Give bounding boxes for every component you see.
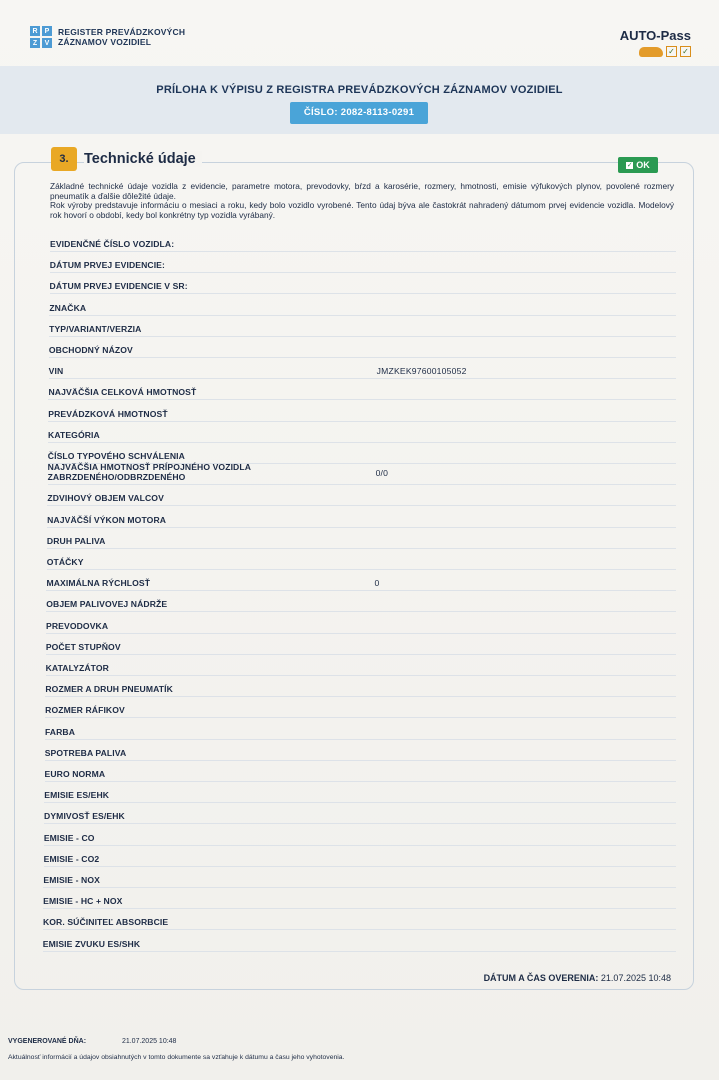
logo-letter: V bbox=[42, 38, 52, 48]
table-row bbox=[43, 931, 676, 952]
autopass-logo bbox=[620, 28, 691, 57]
row-value: 0/0 bbox=[375, 468, 389, 479]
row-label: OBCHODNÝ NÁZOV bbox=[48, 345, 133, 355]
row-value: JMZKEK97600105052 bbox=[376, 366, 467, 377]
row-label: VIN bbox=[48, 366, 64, 377]
intro-paragraph: Rok výroby predstavuje informáciu o mesiaci a roku, kedy bolo vozidlo vyrobené. Tento údaj býva ale častokrát nahradený dátumom prvej evidencie vozidla. Modelový rok hovorí o období, kedy bol konkrétny typ vozidla vyrábaný. bbox=[50, 200, 674, 220]
table-row bbox=[43, 867, 676, 888]
verification-line bbox=[484, 973, 671, 983]
row-label: MAXIMÁLNA RÝCHLOSŤ bbox=[46, 578, 151, 589]
row-label: KATALYZÁTOR bbox=[45, 663, 109, 673]
row-label: EVIDENČNÉ ČÍSLO VOZIDLA: bbox=[50, 239, 175, 249]
table-row bbox=[48, 401, 676, 422]
row-label: EMISIE - HC + NOX bbox=[43, 896, 123, 907]
table-row bbox=[50, 252, 676, 273]
row-label: ROZMER RÁFIKOV bbox=[45, 705, 125, 716]
row-label: KATEGÓRIA bbox=[48, 429, 100, 440]
row-value: 0 bbox=[374, 578, 380, 589]
row-label: DÁTUM PRVEJ EVIDENCIE: bbox=[49, 260, 165, 271]
row-label: DYMIVOSŤ ES/EHK bbox=[44, 811, 125, 822]
row-label: NAJVÄČŠIA CELKOVÁ HMOTNOSŤ bbox=[48, 387, 197, 398]
checkbox-icon: ✓ bbox=[666, 46, 677, 57]
table-row bbox=[46, 570, 676, 591]
table-row bbox=[46, 634, 676, 655]
table-row bbox=[50, 273, 676, 294]
row-label: TYP/VARIANT/VERZIA bbox=[49, 323, 142, 334]
row-label: NAJVÄČŠIA HMOTNOSŤ PRÍPOJNÉHO VOZIDLA ZABRZDENÉHO/ODBRZDENÉHO bbox=[47, 462, 251, 482]
table-row bbox=[45, 676, 676, 697]
table-row bbox=[50, 231, 676, 252]
table-row bbox=[48, 422, 676, 443]
verification-label: DÁTUM A ČAS OVERENIA: bbox=[483, 973, 599, 983]
row-label: POČET STUPŇOV bbox=[45, 641, 121, 652]
logo-letter: R bbox=[30, 26, 40, 36]
row-label: KOR. SÚČINITEĽ ABSORBCIE bbox=[42, 917, 169, 928]
row-label: ZNAČKA bbox=[49, 302, 87, 313]
table-row bbox=[49, 295, 676, 316]
table-row bbox=[47, 528, 676, 549]
generated-value: 21.07.2025 10:48 bbox=[121, 1038, 177, 1045]
table-row bbox=[43, 909, 676, 930]
document-number-badge: ČÍSLO: 2082-8113-0291 bbox=[290, 102, 428, 124]
table-row bbox=[44, 846, 676, 867]
check-icon: ✓ bbox=[626, 161, 633, 169]
row-label: FARBA bbox=[44, 726, 76, 737]
table-row bbox=[46, 591, 676, 612]
row-label: OTÁČKY bbox=[46, 557, 84, 567]
row-label: EMISIE - NOX bbox=[43, 875, 100, 885]
section-title: Technické údaje bbox=[84, 151, 202, 167]
row-label: ZDVIHOVÝ OBJEM VALCOV bbox=[47, 493, 164, 504]
autopass-brand: AUTO-Pass bbox=[619, 28, 691, 43]
row-label: DÁTUM PRVEJ EVIDENCIE V SR: bbox=[49, 281, 188, 292]
logo-letter: Z bbox=[30, 38, 40, 48]
rpzv-logo bbox=[30, 26, 185, 48]
table-row bbox=[44, 782, 676, 803]
logo-line-2: ZÁZNAMOV VOZIDIEL bbox=[58, 37, 152, 47]
intro-paragraph: Základné technické údaje vozidla z evidencie, parametre motora, prevodovky, bŕzd a karosérie, rozmery, hmotnosti, emisie výfukových plynov, povolené rozmery pneumatík a ďalšie dôležité údaje. bbox=[50, 181, 674, 201]
row-label: EMISIE ZVUKU ES/SHK bbox=[42, 938, 141, 949]
generated-line bbox=[8, 1038, 176, 1045]
status-badge bbox=[618, 157, 658, 173]
status-label: OK bbox=[636, 160, 650, 170]
row-label: OBJEM PALIVOVEJ NÁDRŽE bbox=[46, 599, 168, 610]
table-row bbox=[44, 825, 676, 846]
row-label: ČÍSLO TYPOVÉHO SCHVÁLENIA bbox=[47, 451, 185, 461]
checkbox-icon: ✓ bbox=[680, 46, 691, 57]
table-row bbox=[46, 613, 676, 634]
table-row bbox=[48, 443, 676, 464]
table-row bbox=[48, 379, 676, 400]
row-label: DRUH PALIVA bbox=[46, 535, 106, 546]
section-intro bbox=[50, 182, 674, 220]
table-row bbox=[45, 719, 676, 740]
footer-note: Aktuálnosť informácií a údajov obsiahnutých v tomto dokumente sa vzťahuje k dátumu a času jeho vyhotovenia. bbox=[8, 1054, 345, 1061]
table-row bbox=[46, 655, 676, 676]
row-label: EMISIE - CO bbox=[43, 832, 95, 843]
row-label: NAJVÄČŠÍ VÝKON MOTORA bbox=[47, 514, 167, 525]
document-title: PRÍLOHA K VÝPISU Z REGISTRA PREVÁDZKOVÝCH ZÁZNAMOV VOZIDIEL bbox=[156, 84, 563, 96]
verification-value: 21.07.2025 10:48 bbox=[600, 973, 671, 983]
row-label: EURO NORMA bbox=[44, 769, 106, 779]
generated-label: VYGENEROVANÉ DŇA: bbox=[8, 1038, 87, 1045]
table-row bbox=[47, 507, 676, 528]
row-label: PREVODOVKA bbox=[46, 620, 109, 631]
logo-line-1: REGISTER PREVÁDZKOVÝCH bbox=[58, 27, 186, 37]
row-label: EMISIE ES/EHK bbox=[44, 790, 110, 801]
logo-letter: P bbox=[42, 26, 52, 36]
logo-text bbox=[58, 27, 185, 47]
autopass-icons bbox=[620, 46, 691, 57]
table-row bbox=[44, 803, 676, 824]
table-row bbox=[49, 358, 676, 379]
row-label: EMISIE - CO2 bbox=[43, 853, 100, 864]
table-row bbox=[48, 464, 676, 485]
table-row bbox=[45, 697, 676, 718]
table-row bbox=[43, 888, 676, 909]
rpzv-logo-grid bbox=[30, 26, 52, 48]
table-row bbox=[49, 337, 676, 358]
car-icon bbox=[639, 47, 663, 57]
row-label: SPOTREBA PALIVA bbox=[44, 747, 127, 758]
table-row bbox=[47, 485, 676, 506]
table-row bbox=[49, 316, 676, 337]
section-number-badge: 3. bbox=[51, 147, 77, 171]
table-row bbox=[45, 740, 676, 761]
table-row bbox=[47, 549, 676, 570]
table-row bbox=[45, 761, 677, 782]
row-label: PREVÁDZKOVÁ HMOTNOSŤ bbox=[48, 408, 168, 419]
row-label: ROZMER A DRUH PNEUMATÍK bbox=[45, 684, 173, 695]
